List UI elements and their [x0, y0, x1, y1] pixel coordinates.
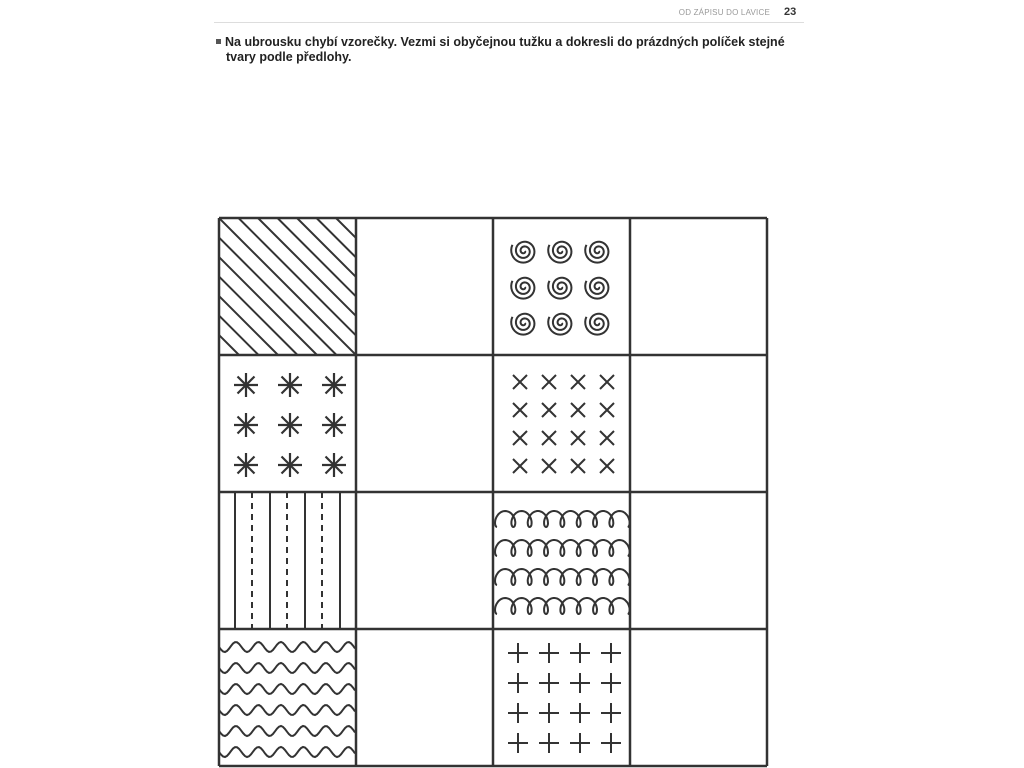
- cell-empty[interactable]: [630, 492, 767, 629]
- cell-spirals: [493, 218, 630, 355]
- cell-empty[interactable]: [356, 218, 493, 355]
- cell-crosses-x: [493, 355, 630, 492]
- instruction-line-1: Na ubrousku chybí vzorečky. Vezmi si obyčejnou tužku a dokresli do prázdných políček stejné: [225, 35, 785, 49]
- cell-plus-signs: [493, 629, 630, 766]
- cell-loops: [493, 492, 630, 629]
- cell-waves: [219, 629, 356, 766]
- cell-empty[interactable]: [630, 355, 767, 492]
- instruction-line-2: tvary podle předlohy.: [226, 50, 352, 64]
- cell-empty[interactable]: [356, 492, 493, 629]
- cell-empty[interactable]: [356, 629, 493, 766]
- cell-empty[interactable]: [630, 629, 767, 766]
- cell-empty[interactable]: [356, 355, 493, 492]
- cell-empty[interactable]: [630, 218, 767, 355]
- cell-vertical-dashed-lines: [219, 492, 356, 629]
- running-title: OD ZÁPISU DO LAVICE: [678, 8, 770, 17]
- page-number: 23: [784, 6, 797, 18]
- cell-asterisks: [219, 355, 356, 492]
